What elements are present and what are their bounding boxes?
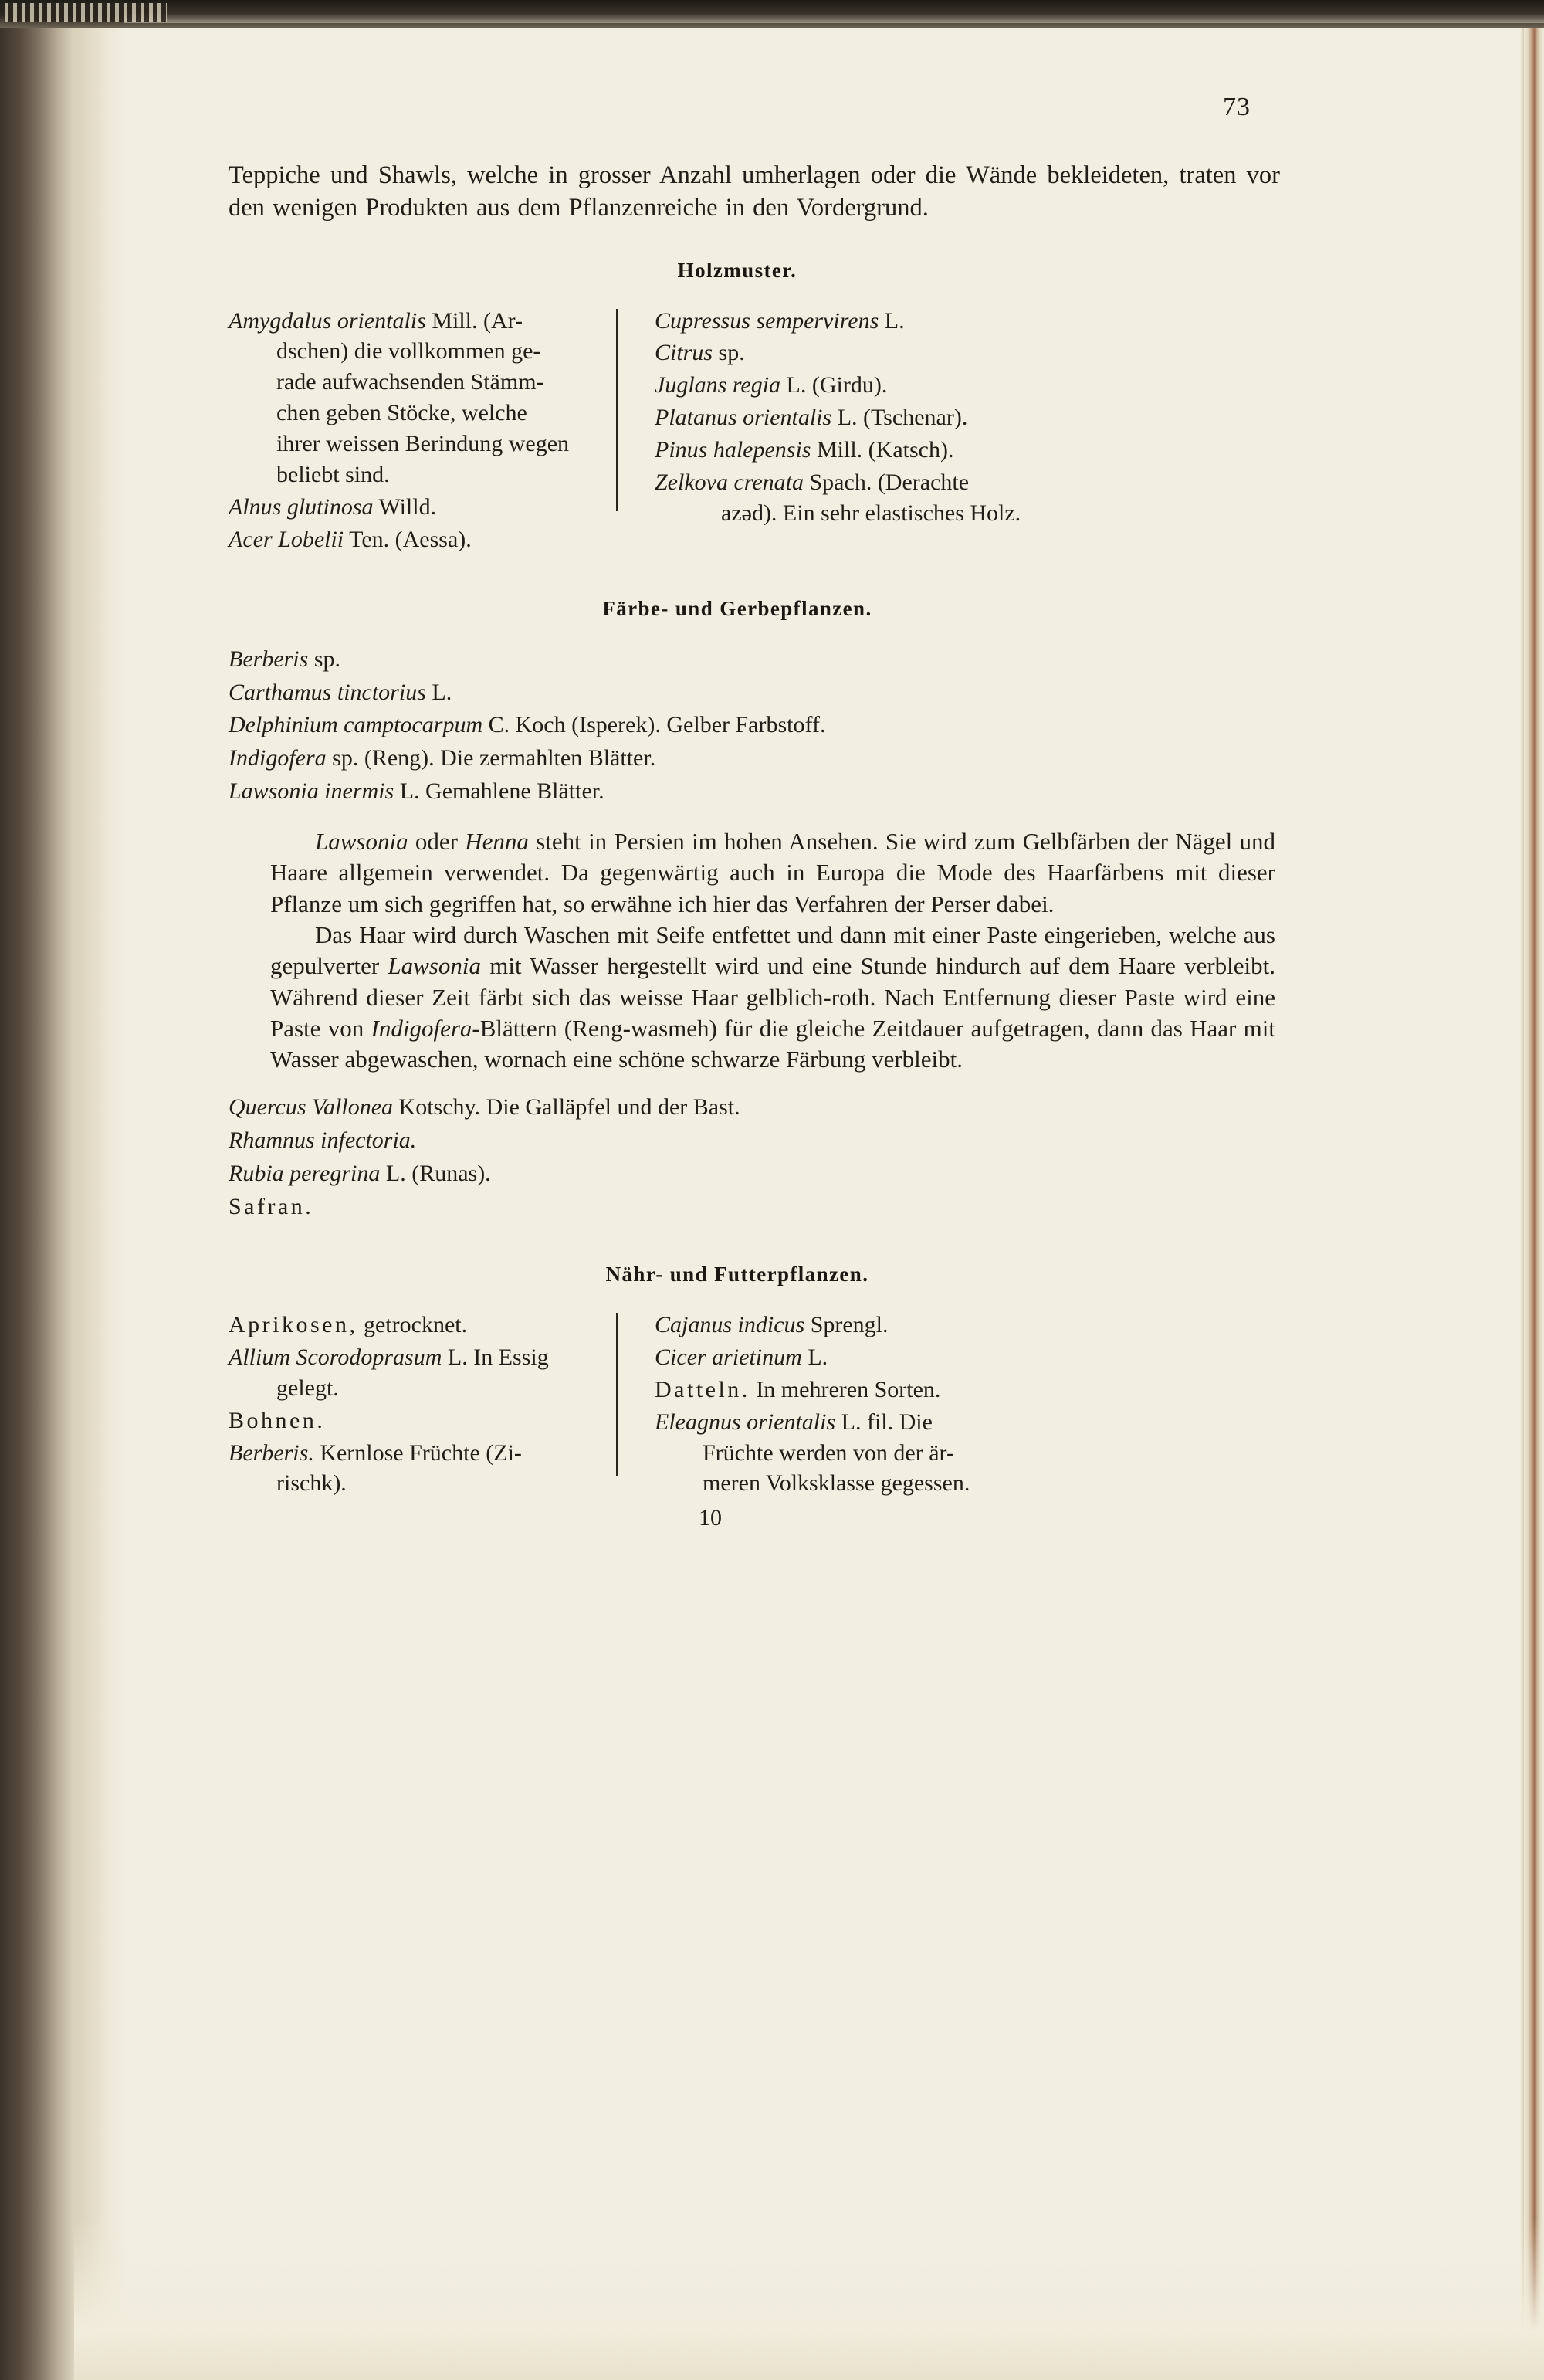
- list-item-line: Citrus sp.: [655, 340, 745, 366]
- book-gutter-shadow: [0, 0, 74, 2380]
- species-name: Amygdalus orientalis: [229, 307, 426, 334]
- list-item: Quercus Vallonea Kotschy. Die Galläpfel und der Bast.: [229, 1094, 740, 1120]
- species-name: Lawsonia: [315, 828, 408, 856]
- list-item-line: Datteln. In mehreren Sorten.: [655, 1376, 941, 1402]
- list-item: [229, 1192, 1336, 1222]
- list-item-line: Cicer arietinum L.: [655, 1344, 828, 1370]
- list-item: [229, 1310, 615, 1341]
- list-item-line: Zelkova crenata Spach. (Derachte: [655, 469, 970, 495]
- species-name: Eleagnus orientalis: [655, 1409, 836, 1435]
- species-name: Henna: [465, 828, 529, 856]
- list-item-line: Amygdalus orientalis Mill. (Ar-: [229, 307, 523, 334]
- list-item: [655, 435, 1056, 466]
- species-name: Carthamus tinctorius: [229, 679, 426, 705]
- page-fore-edge: [1524, 0, 1544, 2380]
- section-heading-naehr: Nähr- und Futterpflanzen.: [605, 1263, 869, 1287]
- species-name: Lawsonia: [388, 952, 481, 980]
- book-gutter-gradient: [74, 0, 128, 2380]
- list-item: [655, 306, 1056, 337]
- list-item-line: Cupressus sempervirens L.: [655, 307, 905, 334]
- list-item: [655, 1407, 1056, 1500]
- scan-ruler-ticks: [5, 3, 167, 22]
- list-item-line: Früchte werden von der är-: [703, 1439, 954, 1466]
- species-name: Allium Scorodoprasum: [229, 1344, 442, 1370]
- book-top-binding-right: [124, 0, 1544, 23]
- page-number: 73: [1223, 93, 1251, 121]
- spaced-term: Safran.: [229, 1194, 314, 1220]
- list-item-line: Alnus glutinosa Willd.: [229, 493, 437, 520]
- list-item: Lawsonia inermis L. Gemahlene Blätter.: [229, 778, 604, 805]
- species-name: Quercus Vallonea: [229, 1094, 394, 1120]
- list-item: [655, 1342, 1056, 1373]
- naehr-columns: [193, 1310, 1336, 1500]
- list-item-line: Juglans regia L. (Girdu).: [655, 372, 888, 398]
- spaced-term: Datteln.: [655, 1376, 750, 1402]
- naehr-left-column: [229, 1310, 635, 1500]
- list-item-line: Pinus halepensis Mill. (Katsch).: [655, 437, 954, 463]
- column-divider-rule-2: [616, 1313, 618, 1476]
- species-name: Indigofera: [371, 1014, 472, 1042]
- list-item: Carthamus tinctorius L.: [229, 679, 452, 705]
- naehr-right-column: [635, 1310, 1056, 1500]
- list-item: [655, 370, 1056, 401]
- species-name: Cupressus sempervirens: [655, 307, 879, 334]
- list-item-line: Cajanus indicus Sprengl.: [655, 1312, 889, 1338]
- list-item: [655, 467, 1056, 529]
- list-item: [229, 1125, 1336, 1156]
- faerbe-plant-list: [193, 644, 1336, 807]
- list-item-line: Berberis. Kernlose Früchte (Zi-: [229, 1439, 522, 1466]
- list-item-line: rischk).: [276, 1470, 347, 1497]
- list-item: [229, 492, 615, 523]
- list-item-line: gelegt.: [276, 1375, 339, 1401]
- page-bottom-fade: [74, 2218, 1544, 2380]
- list-item: Berberis sp.: [229, 646, 341, 672]
- species-name: Rubia peregrina: [229, 1161, 381, 1187]
- species-name: Cajanus indicus: [655, 1312, 805, 1338]
- faerbe-plant-list-continued: [193, 1092, 1336, 1222]
- holzmuster-columns: [193, 306, 1336, 557]
- list-item-line: azəd). Ein sehr elastisches Holz.: [721, 500, 1021, 526]
- list-item-line: beliebt sind.: [276, 461, 390, 487]
- list-item: [655, 1310, 1056, 1341]
- holzmuster-left-column: [229, 306, 635, 557]
- species-name: Rhamnus infectoria.: [229, 1127, 417, 1154]
- species-name: Berberis: [229, 646, 309, 672]
- spaced-term: Aprikosen,: [229, 1312, 358, 1338]
- species-name: Platanus orientalis: [655, 405, 832, 431]
- species-name: Acer Lobelii: [229, 526, 344, 552]
- species-name: Berberis.: [229, 1439, 314, 1466]
- species-name: Alnus glutinosa: [229, 493, 374, 520]
- intro-paragraph: Teppiche und Shawls, welche in grosser Anzahl umherlagen oder die Wände bekleideten, traten vor den wenigen Produkten aus dem Pflanzenreiche in den Vordergrund.: [229, 161, 1280, 222]
- holzmuster-right-column: [635, 306, 1056, 557]
- list-item: Delphinium camptocarpum C. Koch (Isperek). Gelber Farbstoff.: [229, 712, 826, 738]
- list-item-line: Platanus orientalis L. (Tschenar).: [655, 405, 968, 431]
- list-item-line: Allium Scorodoprasum L. In Essig: [229, 1344, 549, 1370]
- list-item: [229, 1438, 615, 1500]
- list-item: [229, 306, 615, 490]
- page-content: [193, 93, 1336, 1531]
- species-name: Zelkova crenata: [655, 469, 804, 495]
- species-name: Citrus: [655, 340, 713, 366]
- list-item-line: meren Volksklasse gegessen.: [703, 1470, 970, 1497]
- list-item: Indigofera sp. (Reng). Die zermahlten Blätter.: [229, 745, 656, 771]
- list-item-line: chen geben Stöcke, welche: [276, 400, 527, 426]
- list-item: [229, 524, 615, 555]
- list-item-line: dschen) die vollkommen ge-: [276, 338, 541, 364]
- list-item-line: Aprikosen, getrocknet.: [229, 1312, 468, 1338]
- list-item: Rubia peregrina L. (Runas).: [229, 1161, 491, 1187]
- column-divider-rule: [616, 309, 618, 511]
- section-heading-holzmuster: Holzmuster.: [677, 258, 797, 282]
- narrative-paragraph: Lawsonia oder Henna steht in Persien im hohen Ansehen. Sie wird zum Gelbfärben der Nägel und Haare allgemein verwendet. Da gegenwärtig auch in Europa die Mode des Haarfärbens mit dieser Pflanze um sich gegriffen hat, so erwähne ich hier das Verfahren der Perser dabei.: [270, 828, 1275, 917]
- henna-narrative: [193, 826, 1336, 1075]
- list-item: [655, 337, 1056, 368]
- narrative-paragraph: Das Haar wird durch Waschen mit Seife entfettet und dann mit einer Paste eingerieben, welche aus gepulverter Lawsonia mit Wasser hergestellt wird und eine Stunde hindurch auf dem Haare verbleibt. Während dieser Zeit färbt sich das weisse Haar gelblich-roth. Nach Entfernung dieser Paste wird eine Paste von Indigofera-Blättern (Reng-wasmeh) für die gleiche Zeitdauer aufgetragen, dann das Haar mit Wasser abgewaschen, wornach eine schöne schwarze Färbung verbleibt.: [270, 920, 1276, 1073]
- species-name: Pinus halepensis: [655, 437, 811, 463]
- species-name: Lawsonia inermis: [229, 778, 394, 805]
- list-item-line: Acer Lobelii Ten. (Aessa).: [229, 526, 472, 552]
- spaced-term: Bohnen.: [229, 1407, 326, 1433]
- list-item: [229, 1342, 615, 1404]
- list-item: [655, 402, 1056, 433]
- section-heading-faerbe: Färbe- und Gerbepflanzen.: [602, 596, 872, 620]
- list-item: [229, 1405, 615, 1436]
- list-item-line: ihrer weissen Berindung wegen: [276, 431, 570, 457]
- signature-number: 10: [699, 1505, 722, 1531]
- species-name: Cicer arietinum: [655, 1344, 802, 1370]
- list-item-line: [229, 1405, 615, 1436]
- species-name: Delphinium camptocarpum: [229, 712, 483, 738]
- species-name: Indigofera: [229, 745, 327, 771]
- list-item-line: Eleagnus orientalis L. fil. Die: [655, 1409, 933, 1435]
- list-item-line: rade aufwachsenden Stämm-: [276, 369, 544, 395]
- species-name: Juglans regia: [655, 372, 781, 398]
- list-item: [655, 1375, 1056, 1405]
